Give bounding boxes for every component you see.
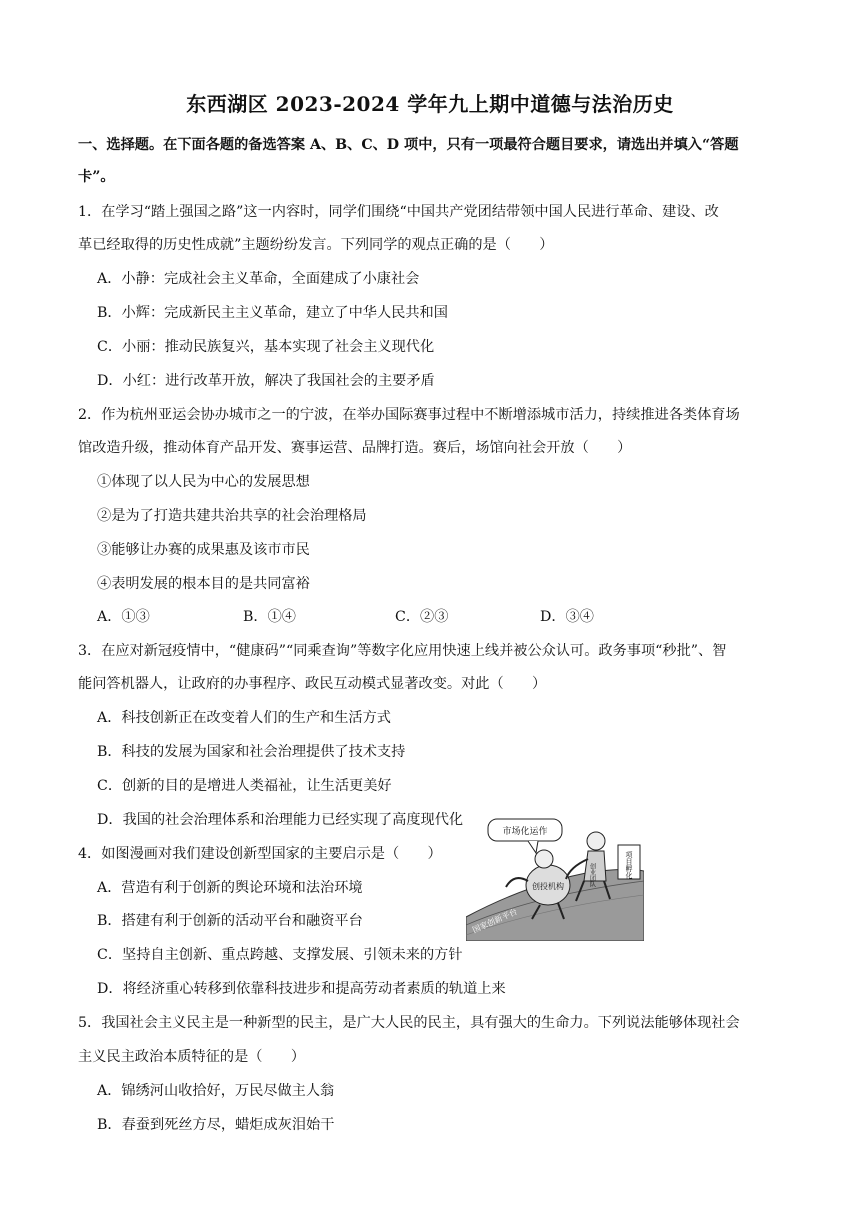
- cartoon-tag-left: 创投机构: [532, 882, 564, 891]
- q3-stem-line2: 能问答机器人，让政府的办事程序、政民互动模式显著改变。对此（ ）: [78, 676, 547, 692]
- q1-option-d: D．小红：进行改革开放，解决了我国社会的主要矛盾: [97, 373, 435, 389]
- q2-statement-4: ④表明发展的根本目的是共同富裕: [97, 576, 310, 592]
- q4-stem-line1: 4．如图漫画对我们建设创新型国家的主要启示是（ ）: [78, 846, 442, 862]
- cartoon-road-text: 国家创新平台: [471, 907, 519, 935]
- section-heading-line2: 卡”。: [78, 169, 115, 185]
- page-title: 东西湖区 2023-2024 学年九上期中道德与法治历史: [186, 92, 674, 116]
- section-heading-line1: 一、选择题。在下面各题的备选答案 A、B、C、D 项中，只有一项最符合题目要求，请选出并填入“答题: [78, 137, 739, 153]
- q4-cartoon-image: [466, 815, 644, 941]
- q5-option-a: A．锦绣河山收拾好，万民尽做主人翁: [97, 1083, 335, 1099]
- cartoon-tag-right: 项目孵化: [625, 851, 633, 879]
- q2-option-c: C．②③: [395, 609, 449, 625]
- q4-option-a: A．营造有利于创新的舆论环境和法治环境: [97, 880, 363, 896]
- q2-stem-line2: 馆改造升级，推动体育产品开发、赛事运营、品牌打造。赛后，场馆向社会开放（ ）: [78, 440, 632, 456]
- q2-stem-line1: 2．作为杭州亚运会协办城市之一的宁波，在举办国际赛事过程中不断增添城市活力，持续推进各类体育场: [78, 407, 740, 423]
- q3-option-d: D．我国的社会治理体系和治理能力已经实现了高度现代化: [97, 812, 464, 828]
- q3-option-b: B．科技的发展为国家和社会治理提供了技术支持: [97, 744, 406, 760]
- q1-option-c: C．小丽：推动民族复兴，基本实现了社会主义现代化: [97, 339, 435, 355]
- q3-option-c: C．创新的目的是增进人类福祉，让生活更美好: [97, 778, 392, 794]
- q2-option-b: B．①④: [243, 609, 296, 625]
- q2-option-d: D．③④: [540, 609, 594, 625]
- q4-option-c: C．坚持自主创新、重点跨越、支撑发展、引领未来的方针: [97, 947, 463, 963]
- q2-option-a: A．①③: [97, 609, 150, 625]
- q2-statement-2: ②是为了打造共建共治共享的社会治理格局: [97, 508, 367, 524]
- q3-stem-line1: 3．在应对新冠疫情中，“健康码”“同乘查询”等数字化应用快速上线并被公众认可。政务事项“秒批”、智: [78, 643, 727, 659]
- q1-option-a: A．小静：完成社会主义革命，全面建成了小康社会: [97, 271, 420, 287]
- q1-option-b: B．小辉：完成新民主主义革命，建立了中华人民共和国: [97, 305, 448, 321]
- q4-option-b: B．搭建有利于创新的活动平台和融资平台: [97, 913, 363, 929]
- q5-stem-line1: 5．我国社会主义民主是一种新型的民主，是广大人民的民主，具有强大的生命力。下列说法能够体现社会: [78, 1015, 740, 1031]
- cartoon-bubble-text: 市场化运作: [502, 827, 548, 837]
- q2-statement-3: ③能够让办赛的成果惠及该市市民: [97, 542, 310, 558]
- q1-stem-line2: 革已经取得的历史性成就”主题纷纷发言。下列同学的观点正确的是（ ）: [78, 237, 554, 253]
- q2-statement-1: ①体现了以人民为中心的发展思想: [97, 474, 310, 490]
- q1-stem-line1: 1．在学习“踏上强国之路”这一内容时，同学们围绕“中国共产党团结带领中国人民进行革命、建设、改: [78, 204, 719, 220]
- cartoon-tag-mid: 创业团队: [588, 863, 596, 887]
- q5-stem-line2: 主义民主政治本质特征的是（ ）: [78, 1049, 306, 1065]
- q4-option-d: D．将经济重心转移到依靠科技进步和提高劳动者素质的轨道上来: [97, 981, 506, 997]
- q3-option-a: A．科技创新正在改变着人们的生产和生活方式: [97, 710, 391, 726]
- q5-option-b: B．春蚕到死丝方尽，蜡炬成灰泪始干: [97, 1117, 335, 1133]
